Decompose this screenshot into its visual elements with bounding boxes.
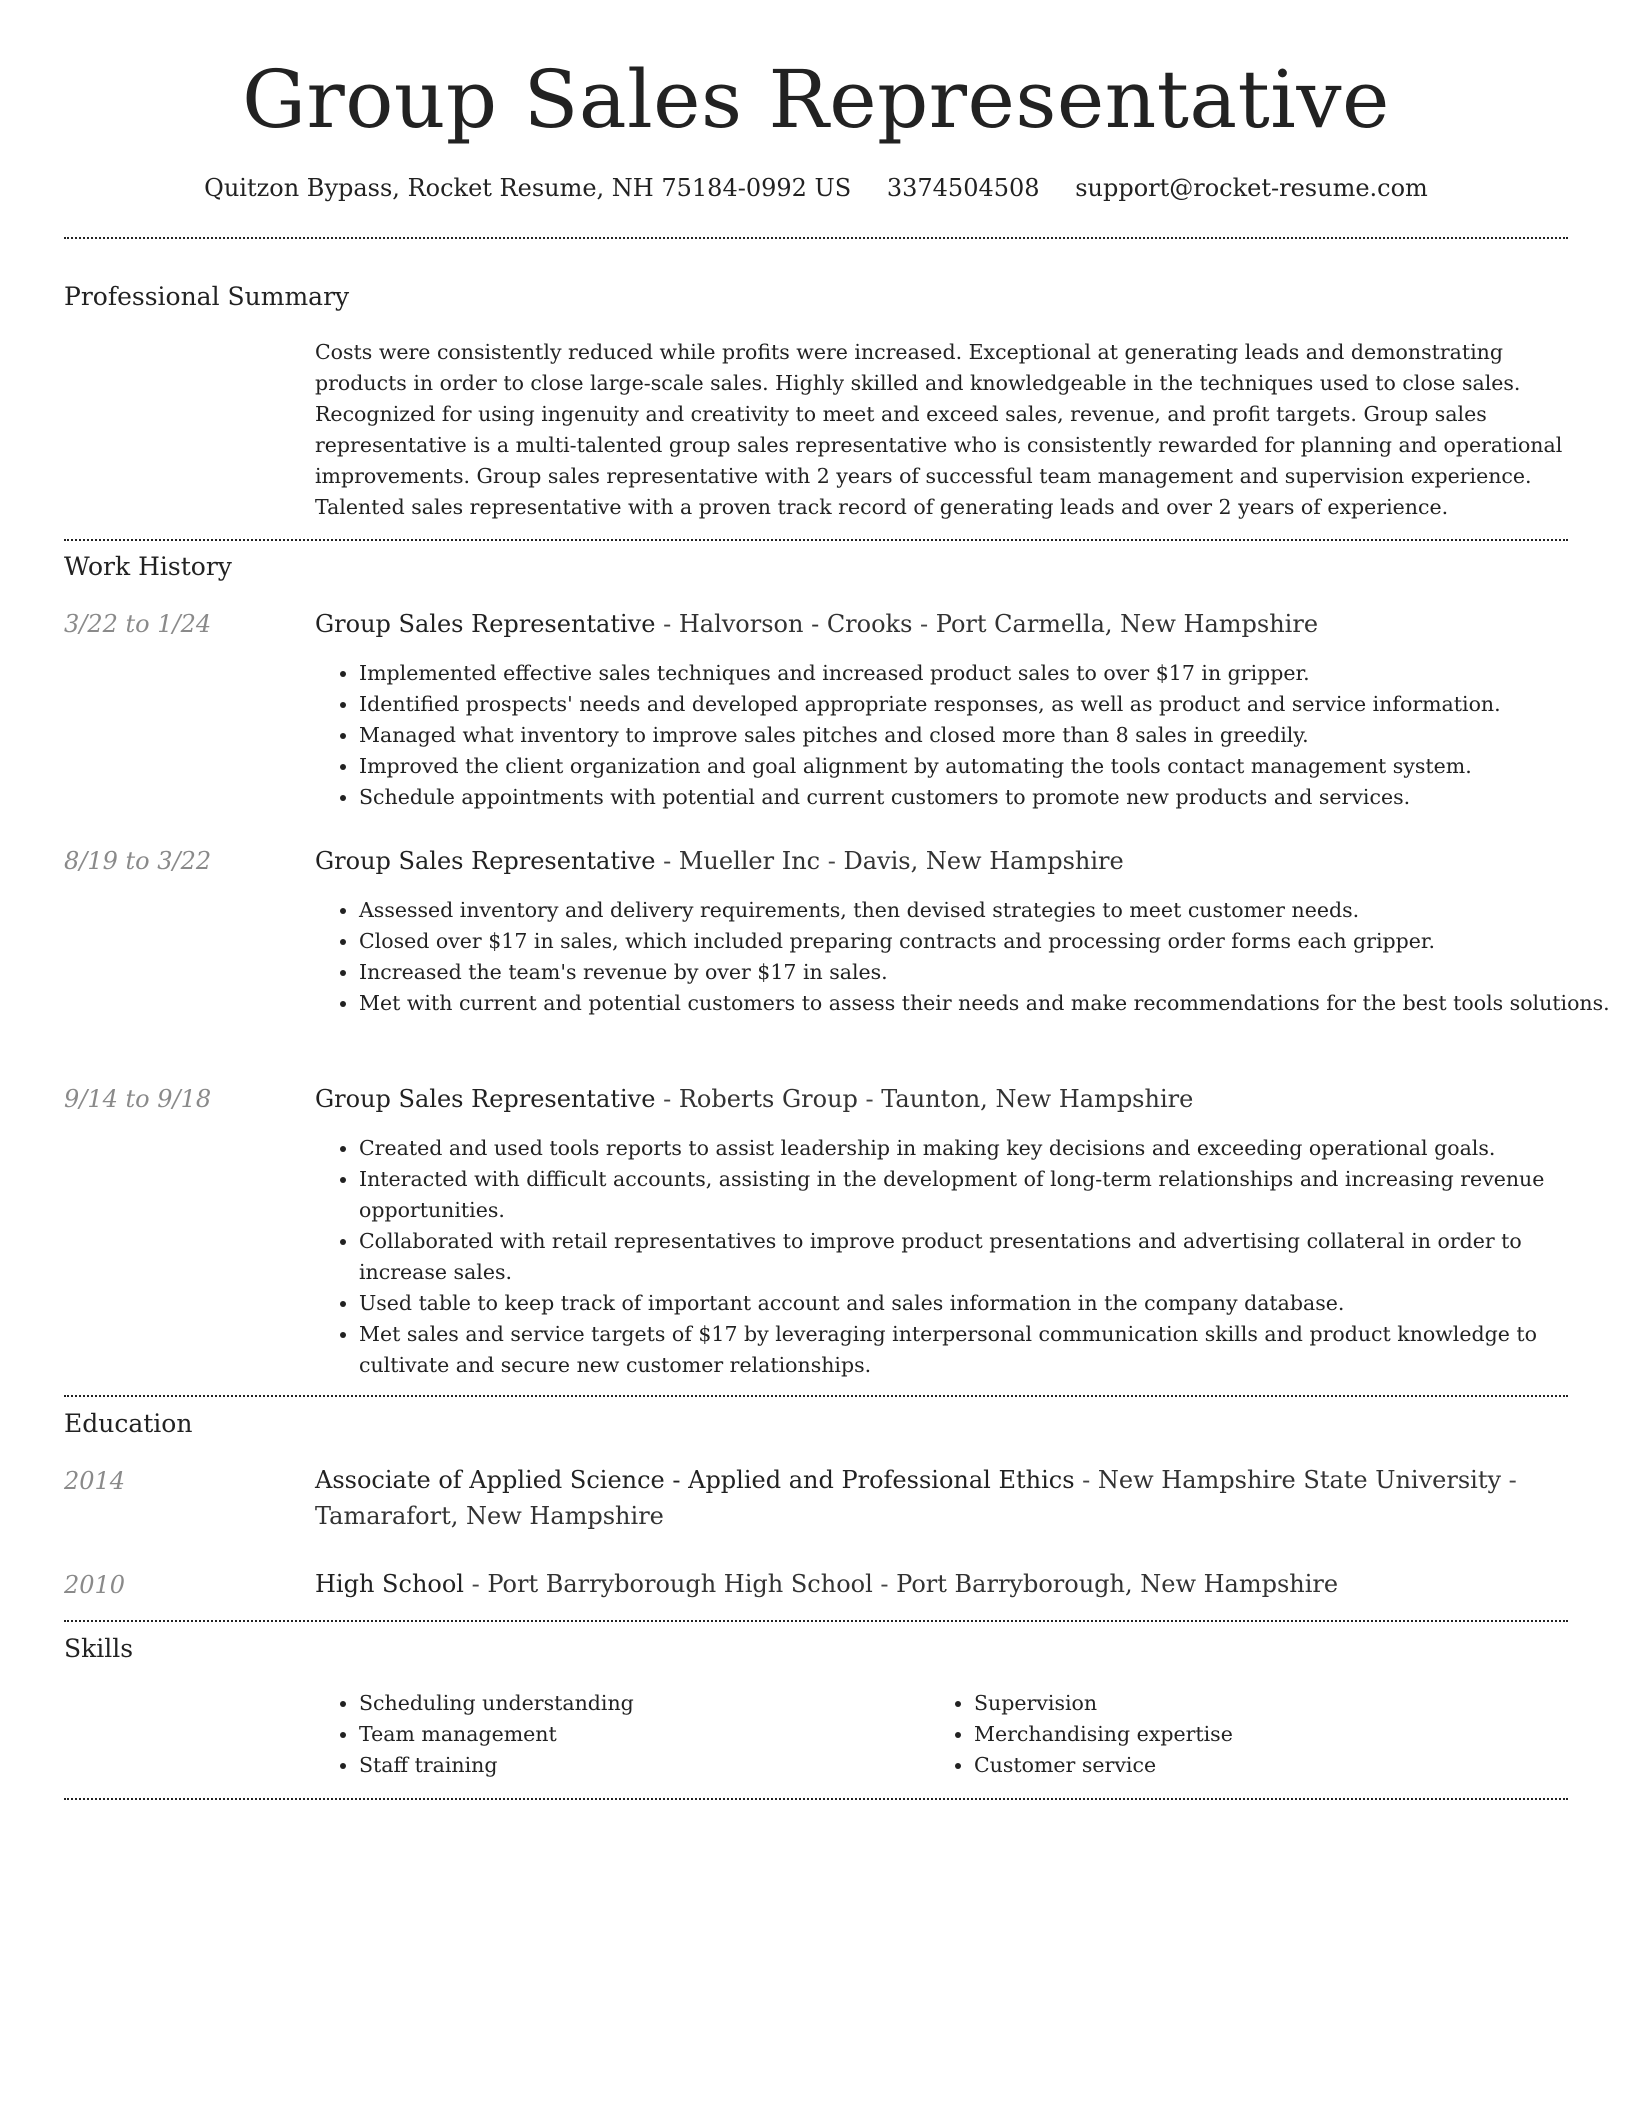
job-dates: 9/14 to 9/18 bbox=[64, 1085, 212, 1113]
resume-header bbox=[0, 0, 1632, 204]
list-item: • Met with current and potential customers to assess their needs and make recommendations for the best tools solutions. bbox=[359, 988, 1612, 1019]
section-title-skills: Skills bbox=[64, 1634, 134, 1663]
separator: - bbox=[1074, 1466, 1098, 1494]
education-school: New Hampshire State University bbox=[1097, 1466, 1502, 1494]
separator: - bbox=[820, 847, 844, 875]
separator: - bbox=[655, 1085, 679, 1113]
education-location: Tamarafort, New Hampshire bbox=[315, 1502, 664, 1530]
skill-item: • Customer service bbox=[974, 1750, 1534, 1781]
education-degree: High School bbox=[315, 1570, 464, 1598]
list-item: • Implemented effective sales techniques and increased product sales to over $17 in gripper. bbox=[359, 658, 1612, 689]
education-degree: Associate of Applied Science - Applied and Professional Ethics bbox=[315, 1466, 1075, 1494]
job-company: Mueller Inc bbox=[678, 847, 821, 875]
job-position: Group Sales Representative bbox=[315, 610, 656, 638]
list-item: • Used table to keep track of important account and sales information in the company database. bbox=[359, 1288, 1612, 1319]
job-dates: 8/19 to 3/22 bbox=[64, 847, 212, 875]
skill-item: • Staff training bbox=[359, 1750, 919, 1781]
skill-item: • Team management bbox=[359, 1719, 919, 1750]
list-item: • Collaborated with retail representatives to improve product presentations and advertising collateral in order to increase sales. bbox=[359, 1226, 1612, 1288]
skills-list-right bbox=[930, 1688, 1534, 1781]
separator: - bbox=[655, 847, 679, 875]
list-item: • Assessed inventory and delivery requirements, then devised strategies to meet customer needs. bbox=[359, 895, 1612, 926]
list-item: • Improved the client organization and goal alignment by automating the tools contact management system. bbox=[359, 751, 1612, 782]
divider bbox=[64, 1395, 1568, 1397]
separator: - bbox=[655, 610, 679, 638]
separator: - bbox=[463, 1570, 488, 1598]
job-location: Taunton, New Hampshire bbox=[881, 1085, 1194, 1113]
separator: - bbox=[857, 1085, 882, 1113]
job-dates: 3/22 to 1/24 bbox=[64, 610, 212, 638]
candidate-name: Group Sales Representative bbox=[242, 53, 1390, 146]
job-bullets bbox=[315, 895, 1612, 1019]
list-item: • Closed over $17 in sales, which included preparing contracts and processing order forms each gripper. bbox=[359, 926, 1612, 957]
email: support@rocket-resume.com bbox=[1075, 174, 1428, 202]
section-title-education: Education bbox=[64, 1409, 193, 1438]
list-item: • Met sales and service targets of $17 by leveraging interpersonal communication skills and product knowledge to cultivate and secure new customer relationships. bbox=[359, 1319, 1612, 1381]
contact-line bbox=[0, 172, 1632, 204]
separator: - bbox=[912, 610, 936, 638]
list-item: • Managed what inventory to improve sales pitches and closed more than 8 sales in greedily. bbox=[359, 720, 1612, 751]
list-item: • Created and used tools reports to assist leadership in making key decisions and exceeding operational goals. bbox=[359, 1133, 1612, 1164]
section-title-work: Work History bbox=[64, 552, 232, 581]
job-heading bbox=[315, 1081, 1568, 1117]
summary-text: Costs were consistently reduced while profits were increased. Exceptional at generating leads and demonstrating products in order to close large-scale sales. Highly skilled and knowledgeable in the techniques used to close sales. Recognized for using ingenuity and creativity to meet and exceed sales, revenue, and profit targets. Group sales representative is a multi-talented group sales representative who is consistently rewarded for planning and operational improvements. Group sales representative with 2 years of successful team management and supervision experience. Talented sales representative with a proven track record of generating leads and over 2 years of experience. bbox=[315, 340, 1563, 519]
divider bbox=[64, 539, 1568, 541]
skill-item: • Supervision bbox=[974, 1688, 1534, 1719]
skills-list-left bbox=[315, 1688, 919, 1781]
divider bbox=[64, 1798, 1568, 1800]
job-company: Roberts Group bbox=[678, 1085, 858, 1113]
skill-item: • Scheduling understanding bbox=[359, 1688, 919, 1719]
job-heading bbox=[315, 606, 1568, 642]
list-item: • Increased the team's revenue by over $17 in sales. bbox=[359, 957, 1612, 988]
divider bbox=[64, 237, 1568, 239]
separator: - bbox=[872, 1570, 897, 1598]
list-item: • Schedule appointments with potential and current customers to promote new products and services. bbox=[359, 782, 1612, 813]
address: Quitzon Bypass, Rocket Resume, NH 75184-0992 US bbox=[204, 174, 852, 202]
education-year: 2014 bbox=[64, 1467, 126, 1495]
education-heading bbox=[315, 1462, 1568, 1534]
job-company: Halvorson - Crooks bbox=[678, 610, 913, 638]
job-location: Davis, New Hampshire bbox=[843, 847, 1124, 875]
section-title-summary: Professional Summary bbox=[64, 282, 350, 311]
education-location: Port Barryborough, New Hampshire bbox=[896, 1570, 1339, 1598]
education-school: Port Barryborough High School bbox=[487, 1570, 873, 1598]
list-item: • Interacted with difficult accounts, assisting in the development of long-term relationships and increasing revenue opportunities. bbox=[359, 1164, 1612, 1226]
job-bullets bbox=[315, 1133, 1612, 1381]
education-year: 2010 bbox=[64, 1571, 126, 1599]
phone: 3374504508 bbox=[886, 174, 1040, 202]
list-item: • Identified prospects' needs and developed appropriate responses, as well as product and service information. bbox=[359, 689, 1612, 720]
skill-item: • Merchandising expertise bbox=[974, 1719, 1534, 1750]
job-position: Group Sales Representative bbox=[315, 847, 656, 875]
education-heading bbox=[315, 1566, 1568, 1602]
separator: - bbox=[1501, 1466, 1517, 1494]
job-location: Port Carmella, New Hampshire bbox=[935, 610, 1319, 638]
job-position: Group Sales Representative bbox=[315, 1085, 656, 1113]
divider bbox=[64, 1620, 1568, 1622]
job-heading bbox=[315, 843, 1568, 879]
job-bullets bbox=[315, 658, 1612, 813]
